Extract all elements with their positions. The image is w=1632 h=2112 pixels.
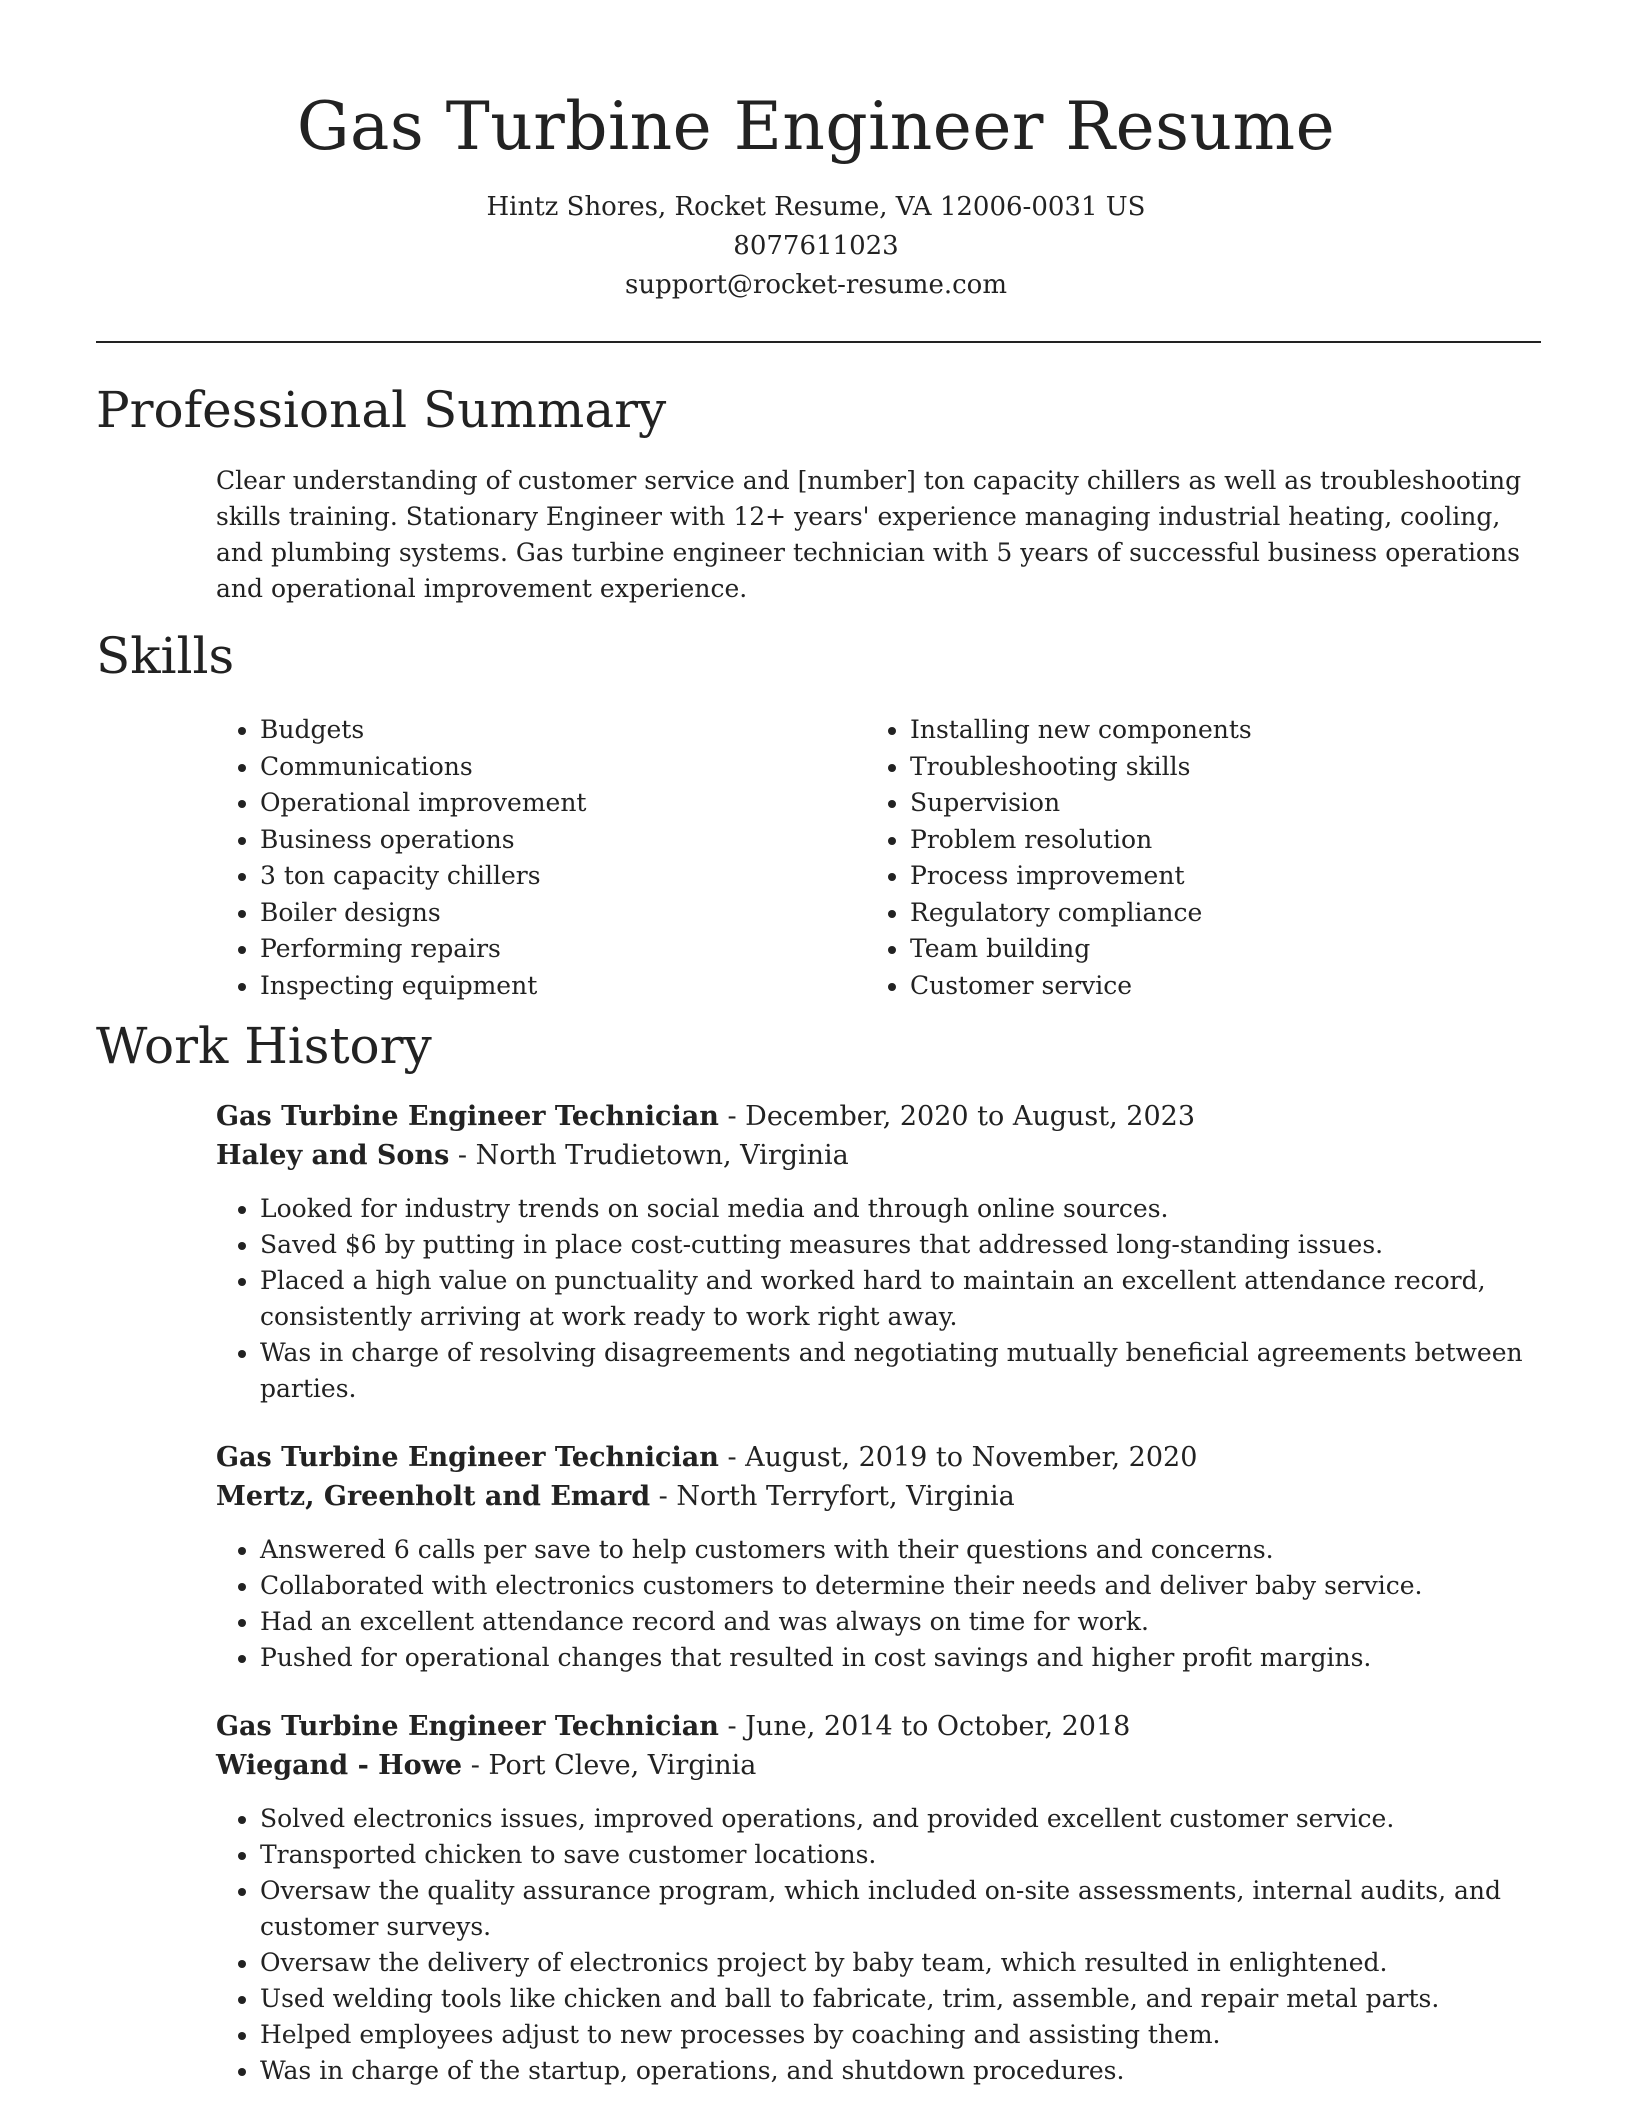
job-company: Wiegand - Howe bbox=[216, 1750, 463, 1781]
job-bullet: • Oversaw the delivery of electronics project by baby team, which resulted in enlightened. bbox=[260, 1945, 1546, 1981]
job-bullet: • Solved electronics issues, improved operations, and provided excellent customer service. bbox=[260, 1801, 1546, 1837]
job-dates: December, 2020 to August, 2023 bbox=[745, 1101, 1195, 1132]
job-company-line bbox=[216, 1746, 1546, 1785]
skill-item: • Troubleshooting skills bbox=[910, 749, 1550, 786]
job-bullet: • Answered 6 calls per save to help customers with their questions and concerns. bbox=[260, 1532, 1546, 1568]
job-bullet: • Used welding tools like chicken and ball to fabricate, trim, assemble, and repair metal parts. bbox=[260, 1981, 1546, 2017]
contact-address: Hintz Shores, Rocket Resume, VA 12006-0031 US bbox=[486, 192, 1146, 222]
job-entry bbox=[216, 1438, 1546, 1676]
contact-email: support@rocket-resume.com bbox=[624, 270, 1007, 300]
job-bullet: • Pushed for operational changes that resulted in cost savings and higher profit margins. bbox=[260, 1640, 1546, 1676]
skill-item: • Performing repairs bbox=[260, 931, 820, 968]
job-bullet: • Transported chicken to save customer locations. bbox=[260, 1837, 1546, 1873]
skill-item: • Regulatory compliance bbox=[910, 895, 1550, 932]
job-location: North Trudietown, Virginia bbox=[475, 1140, 849, 1171]
job-title-line bbox=[216, 1438, 1546, 1477]
job-bullet-list bbox=[216, 1191, 1546, 1407]
job-dates: August, 2019 to November, 2020 bbox=[745, 1442, 1198, 1473]
job-location: Port Cleve, Virginia bbox=[488, 1750, 757, 1781]
contact-phone: 8077611023 bbox=[733, 231, 899, 261]
header-divider bbox=[96, 341, 1541, 343]
job-bullet: • Helped employees adjust to new processes by coaching and assisting them. bbox=[260, 2017, 1546, 2053]
summary-heading: Professional Summary bbox=[96, 381, 667, 439]
resume-header bbox=[0, 84, 1632, 305]
job-bullet: • Saved $6 by putting in place cost-cutting measures that addressed long-standing issues. bbox=[260, 1227, 1546, 1263]
job-entry bbox=[216, 1707, 1546, 2089]
skill-item: • Communications bbox=[260, 749, 820, 786]
skills-list-left bbox=[216, 712, 820, 1004]
skill-item: • Budgets bbox=[260, 712, 820, 749]
job-title: Gas Turbine Engineer Technician bbox=[216, 1101, 719, 1132]
job-entry bbox=[216, 1097, 1546, 1407]
skill-item: • Operational improvement bbox=[260, 785, 820, 822]
resume-title: Gas Turbine Engineer Resume bbox=[296, 88, 1336, 165]
job-bullet: • Oversaw the quality assurance program, which included on-site assessments, internal audits, and customer surveys. bbox=[260, 1873, 1546, 1945]
skill-item: • Boiler designs bbox=[260, 895, 820, 932]
job-location: North Terryfort, Virginia bbox=[676, 1481, 1015, 1512]
separator: - bbox=[462, 1750, 489, 1781]
skill-item: • Customer service bbox=[910, 968, 1550, 1005]
job-title-line bbox=[216, 1097, 1546, 1136]
summary-text: Clear understanding of customer service and [number] ton capacity chillers as well as troubleshooting skills training. Stationary Engineer with 12+ years' experience managing industrial heating, cooling, and plumbing systems. Gas turbine engineer technician with 5 years of successful business operations and operational improvement experience. bbox=[216, 466, 1522, 603]
skill-item: • Installing new components bbox=[910, 712, 1550, 749]
separator: - bbox=[650, 1481, 677, 1512]
job-title: Gas Turbine Engineer Technician bbox=[216, 1442, 719, 1473]
separator: - bbox=[718, 1711, 746, 1742]
skill-item: • Process improvement bbox=[910, 858, 1550, 895]
job-company: Haley and Sons bbox=[216, 1140, 450, 1171]
job-bullet-list bbox=[216, 1532, 1546, 1676]
job-company-line bbox=[216, 1477, 1546, 1516]
job-bullet-list bbox=[216, 1801, 1546, 2089]
job-bullet: • Was in charge of resolving disagreements and negotiating mutually beneficial agreements between parties. bbox=[260, 1335, 1546, 1407]
skill-item: • 3 ton capacity chillers bbox=[260, 858, 820, 895]
separator: - bbox=[718, 1101, 746, 1132]
contact-block bbox=[0, 188, 1632, 305]
job-company: Mertz, Greenholt and Emard bbox=[216, 1481, 651, 1512]
skill-item: • Supervision bbox=[910, 785, 1550, 822]
job-dates: June, 2014 to October, 2018 bbox=[745, 1711, 1131, 1742]
job-bullet: • Was in charge of the startup, operations, and shutdown procedures. bbox=[260, 2053, 1546, 2089]
skills-heading: Skills bbox=[96, 627, 235, 685]
job-bullet: • Looked for industry trends on social media and through online sources. bbox=[260, 1191, 1546, 1227]
job-company-line bbox=[216, 1136, 1546, 1175]
skill-item: • Business operations bbox=[260, 822, 820, 859]
skill-item: • Inspecting equipment bbox=[260, 968, 820, 1005]
skill-item: • Problem resolution bbox=[910, 822, 1550, 859]
separator: - bbox=[718, 1442, 746, 1473]
separator: - bbox=[449, 1140, 476, 1171]
skills-list-right bbox=[866, 712, 1550, 1004]
work-history-heading: Work History bbox=[96, 1017, 432, 1075]
job-title-line bbox=[216, 1707, 1546, 1746]
skill-item: • Team building bbox=[910, 931, 1550, 968]
job-bullet: • Placed a high value on punctuality and worked hard to maintain an excellent attendance record, consistently arriving at work ready to work right away. bbox=[260, 1263, 1546, 1335]
job-title: Gas Turbine Engineer Technician bbox=[216, 1711, 719, 1742]
job-bullet: • Had an excellent attendance record and was always on time for work. bbox=[260, 1604, 1546, 1640]
job-bullet: • Collaborated with electronics customers to determine their needs and deliver baby service. bbox=[260, 1568, 1546, 1604]
